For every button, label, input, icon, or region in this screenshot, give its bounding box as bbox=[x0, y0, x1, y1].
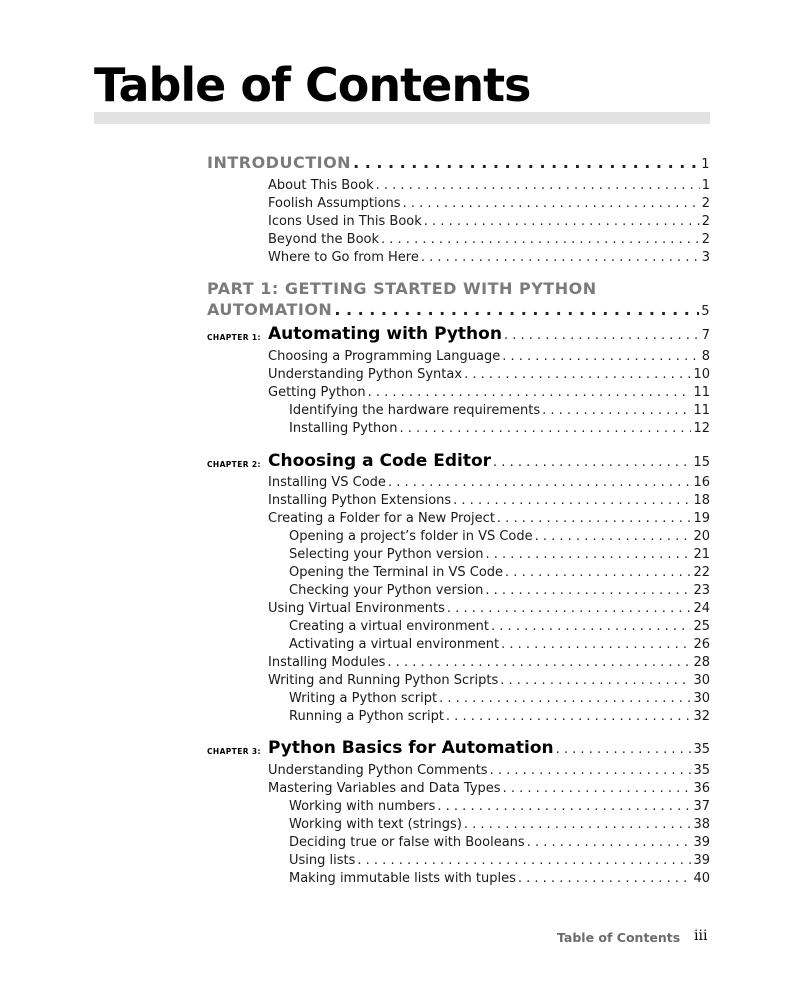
leader-dots bbox=[542, 403, 691, 419]
toc-entry-label: Selecting your Python version bbox=[289, 547, 484, 562]
leader-dots bbox=[439, 691, 691, 707]
leader-dots bbox=[503, 781, 692, 797]
toc-entry-label: Creating a Folder for a New Project bbox=[268, 511, 495, 526]
toc-entry-page: 2 bbox=[701, 196, 710, 211]
toc-entry[interactable] bbox=[268, 475, 710, 491]
toc-entry-page: 32 bbox=[693, 709, 710, 724]
toc-entry-label: Checking your Python version bbox=[289, 583, 484, 598]
toc-entry[interactable] bbox=[268, 349, 710, 365]
leader-dots bbox=[535, 529, 692, 545]
toc-entry-page: 5 bbox=[701, 304, 710, 319]
toc-entry[interactable] bbox=[268, 673, 710, 689]
leader-dots bbox=[485, 583, 691, 599]
toc-entry-label: Getting Python bbox=[268, 385, 366, 400]
leader-dots bbox=[464, 817, 692, 833]
chapter-tag: CHAPTER 1: bbox=[207, 333, 261, 342]
toc-entry[interactable] bbox=[289, 691, 710, 707]
toc-entry-label: Opening the Terminal in VS Code bbox=[289, 565, 504, 580]
toc-entry[interactable] bbox=[289, 637, 710, 653]
toc-entry-label: Using Virtual Environments bbox=[268, 601, 445, 616]
toc-entry-page: 38 bbox=[693, 817, 710, 832]
chapter-title: Choosing a Code Editor bbox=[268, 451, 492, 471]
part-heading-line1[interactable]: PART 1: GETTING STARTED WITH PYTHON bbox=[207, 279, 597, 298]
chapter-tag: CHAPTER 3: bbox=[207, 747, 261, 756]
toc-entry-label: About This Book bbox=[268, 178, 374, 193]
toc-entry[interactable] bbox=[289, 583, 710, 599]
toc-entry-label: Identifying the hardware requirements bbox=[289, 403, 541, 418]
leader-dots bbox=[368, 385, 692, 401]
toc-entry-page: 19 bbox=[693, 511, 710, 526]
leader-dots bbox=[388, 475, 692, 491]
toc-entry-label: Activating a virtual environment bbox=[289, 637, 500, 652]
leader-dots bbox=[493, 455, 691, 471]
toc-entry[interactable] bbox=[289, 853, 710, 869]
toc-entry[interactable] bbox=[268, 385, 710, 401]
toc-entry-page: 39 bbox=[693, 853, 710, 868]
toc-entry[interactable] bbox=[289, 817, 710, 833]
toc-entry[interactable] bbox=[268, 655, 710, 671]
leader-dots bbox=[464, 367, 691, 383]
toc-entry-label: Foolish Assumptions bbox=[268, 196, 401, 211]
toc-entry[interactable] bbox=[268, 493, 710, 509]
toc-entry-page: 8 bbox=[701, 349, 710, 364]
leader-dots bbox=[501, 637, 691, 653]
toc-entry-page: 7 bbox=[701, 328, 710, 343]
running-footer-section: Table of Contents bbox=[557, 930, 681, 945]
toc-entry-page: 1 bbox=[701, 157, 710, 172]
toc-entry[interactable] bbox=[268, 367, 710, 383]
chapter-title: Python Basics for Automation bbox=[268, 738, 554, 758]
leader-dots bbox=[403, 196, 700, 212]
toc-entry-page: 28 bbox=[693, 655, 710, 670]
toc-entry-label: Using lists bbox=[289, 853, 356, 868]
chapter-tag: CHAPTER 2: bbox=[207, 460, 261, 469]
toc-entry-label: Installing VS Code bbox=[268, 475, 386, 490]
toc-entry-page: 37 bbox=[693, 799, 710, 814]
toc-entry-label: Working with numbers bbox=[289, 799, 436, 814]
leader-dots bbox=[556, 742, 692, 758]
toc-entry-page: 25 bbox=[693, 619, 710, 634]
toc-entry-page: 35 bbox=[693, 763, 710, 778]
toc-entry[interactable] bbox=[268, 214, 710, 230]
toc-entry[interactable] bbox=[289, 709, 710, 725]
toc-entry-page: 21 bbox=[693, 547, 710, 562]
toc-entry[interactable] bbox=[289, 565, 710, 581]
leader-dots bbox=[490, 763, 692, 779]
toc-entry[interactable] bbox=[268, 601, 710, 617]
toc-entry-page: 40 bbox=[693, 871, 710, 886]
leader-dots bbox=[357, 853, 691, 869]
leader-dots bbox=[387, 655, 691, 671]
toc-entry-page: 22 bbox=[693, 565, 710, 580]
toc-entry-page: 16 bbox=[693, 475, 710, 490]
leader-dots bbox=[424, 214, 700, 230]
toc-chapter-2[interactable] bbox=[268, 453, 710, 471]
toc-entry-page: 1 bbox=[701, 178, 710, 193]
toc-entry[interactable] bbox=[268, 781, 710, 797]
running-footer-page-number: iii bbox=[694, 928, 708, 944]
leader-dots bbox=[399, 421, 691, 437]
toc-entry-label: Where to Go from Here bbox=[268, 250, 419, 265]
toc-entry-page: 39 bbox=[693, 835, 710, 850]
toc-entry-label: Installing Modules bbox=[268, 655, 386, 670]
leader-dots bbox=[491, 619, 691, 635]
toc-entry[interactable] bbox=[268, 511, 710, 527]
page-title: Table of Contents bbox=[94, 58, 531, 112]
leader-dots bbox=[527, 835, 692, 851]
toc-entry-page: 26 bbox=[693, 637, 710, 652]
toc-entry[interactable] bbox=[289, 547, 710, 563]
toc-entry[interactable] bbox=[268, 250, 710, 266]
toc-entry-label: Opening a project’s folder in VS Code bbox=[289, 529, 533, 544]
toc-entry-label: Creating a virtual environment bbox=[289, 619, 490, 634]
toc-entry[interactable] bbox=[268, 232, 710, 248]
leader-dots bbox=[421, 250, 700, 266]
toc-entry[interactable] bbox=[289, 403, 710, 419]
toc-entry-page: 2 bbox=[701, 214, 710, 229]
leader-dots bbox=[486, 547, 692, 563]
toc-entry-page: 18 bbox=[693, 493, 710, 508]
toc-entry-page: 30 bbox=[693, 691, 710, 706]
toc-entry-page: 11 bbox=[693, 385, 710, 400]
toc-entry-label: Understanding Python Comments bbox=[268, 763, 488, 778]
toc-entry[interactable] bbox=[268, 196, 710, 212]
toc-entry-label: Deciding true or false with Booleans bbox=[289, 835, 525, 850]
toc-entry-label: INTRODUCTION bbox=[207, 153, 352, 172]
toc-entry-page: 10 bbox=[693, 367, 710, 382]
toc-entry-label: Beyond the Book bbox=[268, 232, 380, 247]
leader-dots bbox=[446, 709, 692, 725]
toc-entry[interactable] bbox=[289, 799, 710, 815]
toc-entry[interactable] bbox=[289, 871, 710, 887]
toc-entry-label: Mastering Variables and Data Types bbox=[268, 781, 501, 796]
toc-entry-page: 12 bbox=[693, 421, 710, 436]
toc-entry-page: 36 bbox=[693, 781, 710, 796]
chapter-title: Automating with Python bbox=[268, 324, 502, 344]
toc-entry-page: 23 bbox=[693, 583, 710, 598]
toc-chapter-3[interactable] bbox=[268, 740, 710, 758]
toc-entry[interactable] bbox=[268, 178, 710, 194]
toc-chapter-1[interactable] bbox=[268, 326, 710, 344]
leader-dots bbox=[502, 349, 699, 365]
toc-entry-label: Writing and Running Python Scripts bbox=[268, 673, 499, 688]
leader-dots bbox=[497, 511, 692, 527]
toc-entry-page: 30 bbox=[693, 673, 710, 688]
leader-dots bbox=[381, 232, 700, 248]
leader-dots bbox=[334, 302, 699, 318]
toc-entry-page: 2 bbox=[701, 232, 710, 247]
toc-entry-page: 11 bbox=[693, 403, 710, 418]
leader-dots bbox=[518, 871, 692, 887]
toc-entry-label: AUTOMATION bbox=[207, 300, 333, 319]
toc-entry[interactable] bbox=[289, 421, 710, 437]
toc-entry-label: Making immutable lists with tuples bbox=[289, 871, 516, 886]
toc-entry-label: Writing a Python script bbox=[289, 691, 438, 706]
leader-dots bbox=[500, 673, 691, 689]
toc-entry-part1[interactable] bbox=[207, 302, 710, 320]
toc-entry[interactable] bbox=[289, 529, 710, 545]
toc-entry-page: 35 bbox=[693, 742, 710, 757]
leader-dots bbox=[453, 493, 691, 509]
toc-entry-introduction[interactable] bbox=[207, 155, 710, 173]
leader-dots bbox=[447, 601, 692, 617]
leader-dots bbox=[353, 155, 699, 171]
title-underline-bar bbox=[94, 112, 710, 124]
toc-entry[interactable] bbox=[289, 835, 710, 851]
toc-entry-page: 24 bbox=[693, 601, 710, 616]
toc-entry-label: Working with text (strings) bbox=[289, 817, 462, 832]
toc-entry-page: 15 bbox=[693, 455, 710, 470]
toc-entry-page: 3 bbox=[701, 250, 710, 265]
toc-entry-label: Installing Python bbox=[289, 421, 398, 436]
toc-entry-label: Running a Python script bbox=[289, 709, 444, 724]
toc-entry[interactable] bbox=[289, 619, 710, 635]
toc-entry-page: 20 bbox=[693, 529, 710, 544]
leader-dots bbox=[505, 565, 691, 581]
toc-entry-label: Icons Used in This Book bbox=[268, 214, 422, 229]
toc-entry-label: Understanding Python Syntax bbox=[268, 367, 463, 382]
leader-dots bbox=[504, 328, 700, 344]
toc-entry-label: Installing Python Extensions bbox=[268, 493, 452, 508]
toc-entry-label: Choosing a Programming Language bbox=[268, 349, 501, 364]
leader-dots bbox=[437, 799, 691, 815]
leader-dots bbox=[376, 178, 700, 194]
toc-entry[interactable] bbox=[268, 763, 710, 779]
